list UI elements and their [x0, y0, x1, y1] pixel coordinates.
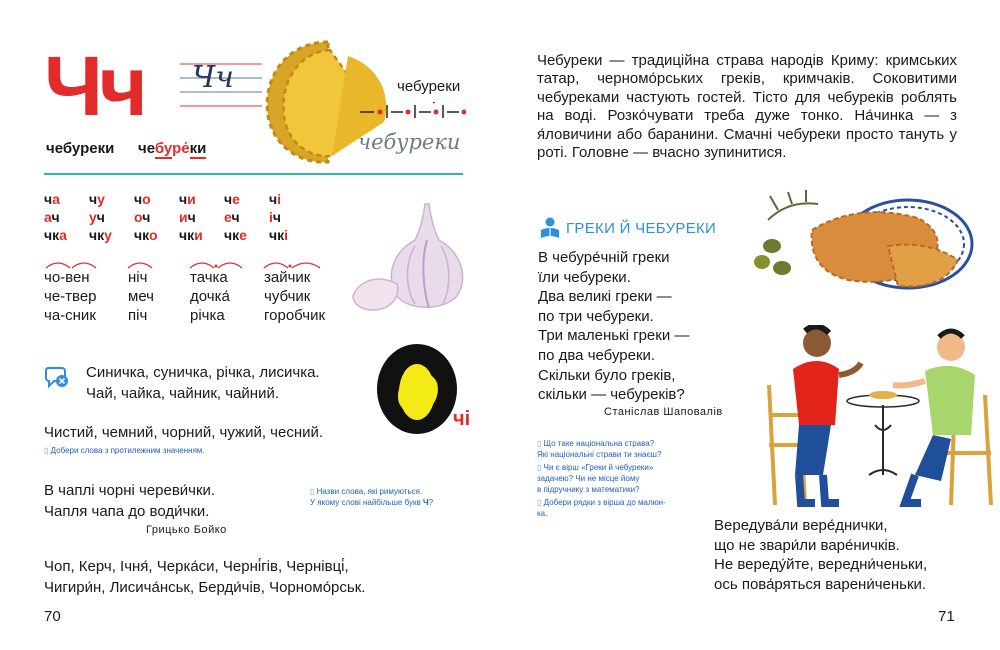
hint-2: ▯ Назви слова, які римуються. У якому слові найбільше букв Ч?	[310, 487, 434, 507]
question: ▯ Добери рядки з вірша до малюн- ка.	[537, 498, 666, 518]
word-col: тачка дочка́ річка	[190, 269, 230, 324]
intro-text: Чебуреки — традиційна страва народів Криму: кримських татар, черномо́рських греків, кримчаків. Соковитими чебуреками частують гостей. Тісто для чебуреків роблять на воді. Розко́чувати треба дуже тонко. На́чинка — з я́ловичини або баранини. Смачні чебуреки просто тануть у роті. Головне — вчасно зупинитися.	[537, 52, 957, 162]
big-letter: О	[395, 361, 439, 424]
syllable-col: чу уч чку	[89, 191, 112, 243]
syllable-col: чі іч чкі	[269, 191, 289, 243]
paragraph-2: Чистий, чемний, чорний, чужий, чесний.	[44, 424, 324, 441]
greeks-illustration	[765, 325, 997, 513]
small-poem: В чаплі чорні череви́чки. Чапля чапа до води́чки.	[44, 482, 216, 520]
bullet-icon: ▯	[44, 446, 51, 455]
questions	[537, 438, 717, 521]
letter-print: Чч	[44, 39, 144, 133]
cheb-label: чебуреки	[397, 78, 461, 95]
bullet-icon: ▯	[310, 487, 317, 496]
syllable: ре́	[172, 140, 190, 157]
reader-icon	[538, 216, 562, 240]
syllable: бу	[154, 140, 173, 157]
header-word: чебуреки	[46, 140, 115, 157]
syllable-col: ча ач чка	[44, 191, 67, 243]
hint-1: ▯ Добери слова з протилежним значенням.	[44, 446, 205, 455]
word-col: ніч меч піч	[128, 269, 154, 324]
big-letter-suffix: чі	[453, 408, 471, 430]
poem-title: ГРЕКИ Й ЧЕБУРЕКИ	[566, 220, 717, 237]
cheb-script: чебуреки	[358, 130, 461, 154]
poem-author: Грицько Бойко	[146, 524, 227, 536]
page-number: 70	[44, 608, 61, 625]
question: ▯ Що таке національна страва? Які національні страви ти знаєш?	[537, 439, 662, 459]
syllable: че	[138, 140, 155, 157]
syllable-col: чо оч чко	[134, 191, 158, 243]
poem-author: Станіслав Шаповалів	[604, 406, 723, 418]
syllable-col: че еч чке	[224, 191, 247, 243]
page-number: 71	[938, 608, 955, 625]
word-col: зайчик чубчик горобчик	[264, 269, 326, 324]
plate-illustration	[748, 190, 978, 310]
letter-script: Чч	[192, 60, 234, 95]
poem: В чебуре́чній греки їли чебуреки. Два великі греки — по три чебуреки. Три маленькі греки — по два чебуреки. Скільки було греків, скільки — чебуреків?	[538, 249, 690, 404]
cities: Чоп, Керч, Ічня́, Черка́си, Черні́гів, Чернівці́, Чигири́н, Лисича́нськ, Берди́чів, Чорномо́рськ.	[44, 558, 366, 596]
word-col: чо-вен че-твер ча-сник	[44, 269, 97, 324]
syllable: ки	[189, 140, 207, 157]
syllable-col: чи ич чки	[179, 191, 203, 243]
question: ▯ Чи є вірш «Греки й чебуреки» задачею? Чи не місце йому в підручнику з математики?	[537, 463, 654, 494]
verse: Вередува́ли вере́днички, що не звари́ли варе́ничків. Не вереду́йте, вередни́ченьки, ось пова́ряться варени́ченьки.	[714, 517, 928, 593]
paragraph-1: Синичка, суничка, річка, лисичка. Чай, чайка, чайник, чайний.	[86, 364, 320, 402]
